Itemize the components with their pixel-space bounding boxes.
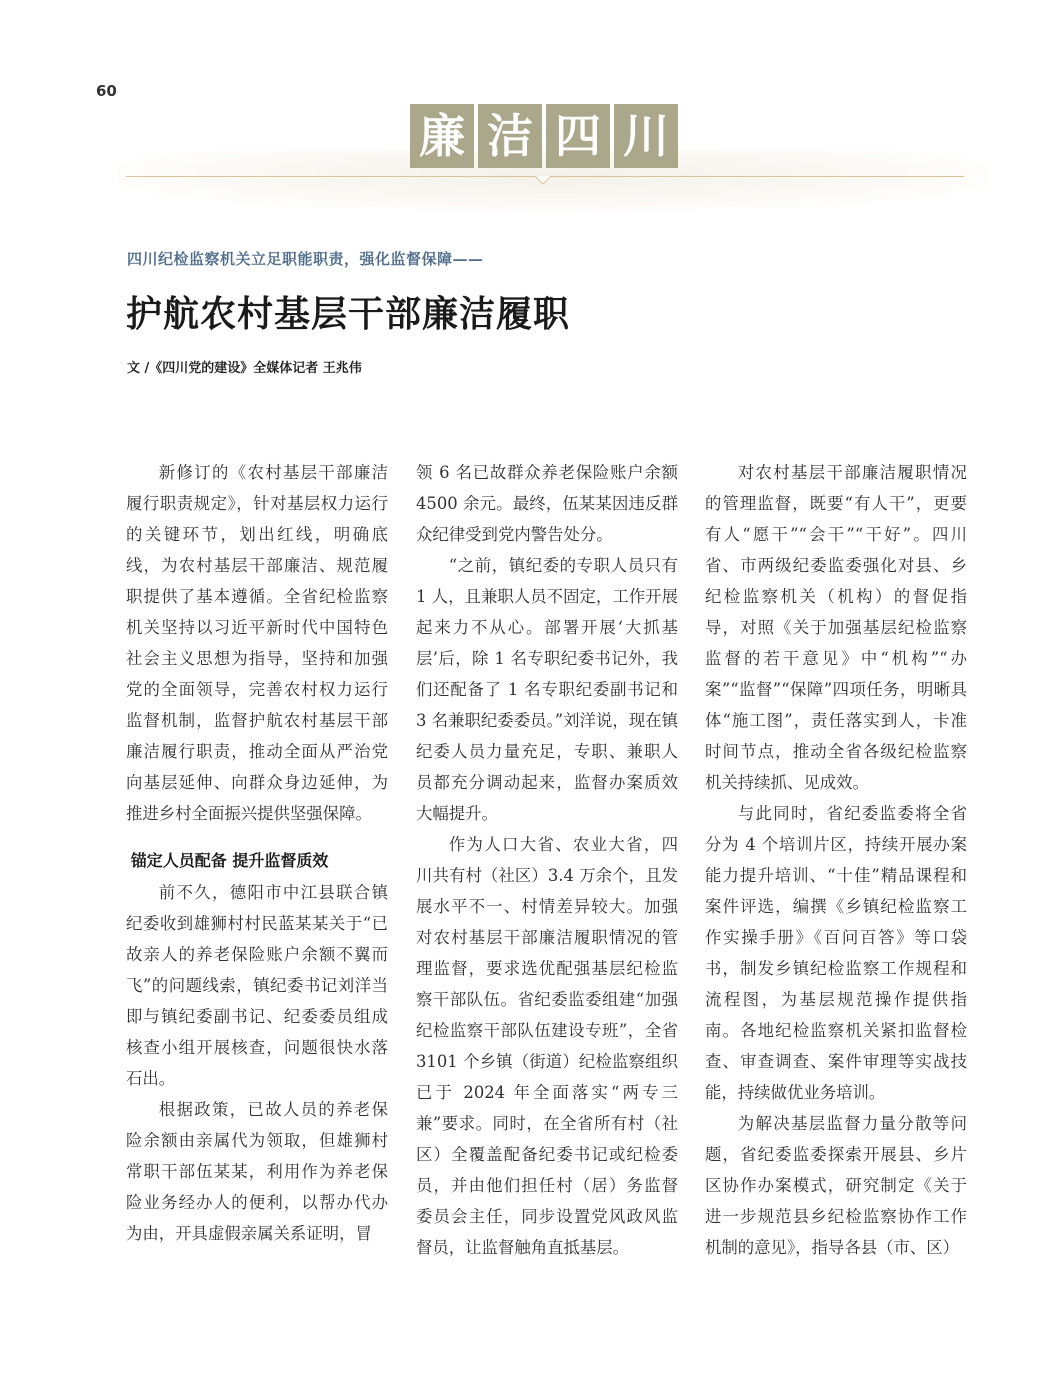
article-column-1: [126, 457, 388, 1249]
paragraph: 为解决基层监督力量分散等问题，省纪委监委探索开展县、乡片区协作办案模式，研究制定《关于进一步规范县乡纪检监察协作工作机制的意见》，指导各县（市、区）: [705, 1114, 967, 1257]
paragraph: 作为人口大省、农业大省，四川共有村（社区）3.4 万余个，且发展水平不一、村情差异较大。加强对农村基层干部廉洁履职情况的管理监督，要求选优配强基层纪检监察干部队伍。省纪委监委组建“加强纪检监察干部队伍建设专班”，全省 3101 个乡镇（街道）纪检监察组织已于 2024 年全面落实“两专三兼”要求。同时，在全省所有村（社区）全覆盖配备纪委书记或纪检委员，并由他们担任村（居）务监督委员会主任，同步设置党风政风监督员，让监督触角直抵基层。: [416, 835, 678, 1257]
divider-notch-icon: [535, 176, 551, 186]
page-number: 60: [96, 82, 117, 100]
article-title: 护航农村基层干部廉洁履职: [126, 294, 571, 335]
article-column-3: [705, 457, 967, 1263]
article-column-2: [416, 457, 678, 1263]
paragraph: 根据政策，已故人员的养老保险余额由亲属代为领取，但雄狮村常职干部伍某某，利用作为养老保险业务经办人的便利，以帮办代办为由，开具虚假亲属关系证明，冒: [126, 1100, 388, 1243]
paragraph: 对农村基层干部廉洁履职情况的管理监督，既要“有人干”，更要有人“愿干”“会干”“干好”。四川省、市两级纪委监委强化对县、乡纪检监察机关（机构）的督促指导，对照《关于加强基层纪检监察监督的若干意见》中“机构”“办案”“监督”“保障”四项任务，明晰具体“施工图”，责任落实到人，卡准时间节点，推动全省各级纪检监察机关持续抓、见成效。: [705, 463, 967, 792]
paragraph: 与此同时，省纪委监委将全省分为 4 个培训片区，持续开展办案能力提升培训、“十佳”精品课程和案件评选，编撰《乡镇纪检监察工作实操手册》《百问百答》等口袋书，制发乡镇纪检监察工作规程和流程图，为基层规范操作提供指南。各地纪检监察机关紧扣监督检查、审查调查、案件审理等实战技能，持续做优业务培训。: [705, 804, 967, 1102]
section-heading: 锚定人员配备 提升监督质效: [130, 851, 329, 870]
paragraph: “之前，镇纪委的专职人员只有 1 人，且兼职人员不固定，工作开展起来力不从心。部署开展‘大抓基层’后，除 1 名专职纪委书记外，我们还配备了 1 名专职纪委副书记和 3 名兼职纪委委员。”刘洋说，现在镇纪委人员力量充足，专职、兼职人员都充分调动起来，监督办案质效大幅提升。: [416, 556, 678, 823]
paragraph: 领 6 名已故群众养老保险账户余额 4500 余元。最终，伍某某因违反群众纪律受到党内警告处分。: [416, 463, 678, 544]
column-logo-char: 廉: [410, 104, 474, 168]
column-logo-char: 川: [614, 104, 678, 168]
article-kicker: 四川纪检监察机关立足职能职责，强化监督保障——: [127, 250, 484, 268]
column-logo: [410, 104, 678, 168]
article-byline: 文 /《四川党的建设》全媒体记者 王兆伟: [127, 361, 362, 376]
column-logo-char: 洁: [478, 104, 542, 168]
paragraph: 新修订的《农村基层干部廉洁履行职责规定》，针对基层权力运行的关键环节，划出红线，明确底线，为农村基层干部廉洁、规范履职提供了基本遵循。全省纪检监察机关坚持以习近平新时代中国特色社会主义思想为指导，坚持和加强党的全面领导，完善农村权力运行监督机制，监督护航农村基层干部廉洁履行职责，推动全面从严治党向基层延伸、向群众身边延伸，为推进乡村全面振兴提供坚强保障。: [126, 463, 388, 823]
column-logo-char: 四: [546, 104, 610, 168]
paragraph: 前不久，德阳市中江县联合镇纪委收到雄狮村村民蓝某某关于“已故亲人的养老保险账户余额不翼而飞”的问题线索，镇纪委书记刘洋当即与镇纪委副书记、纪委委员组成核查小组开展核查，问题很快水落石出。: [126, 883, 388, 1088]
